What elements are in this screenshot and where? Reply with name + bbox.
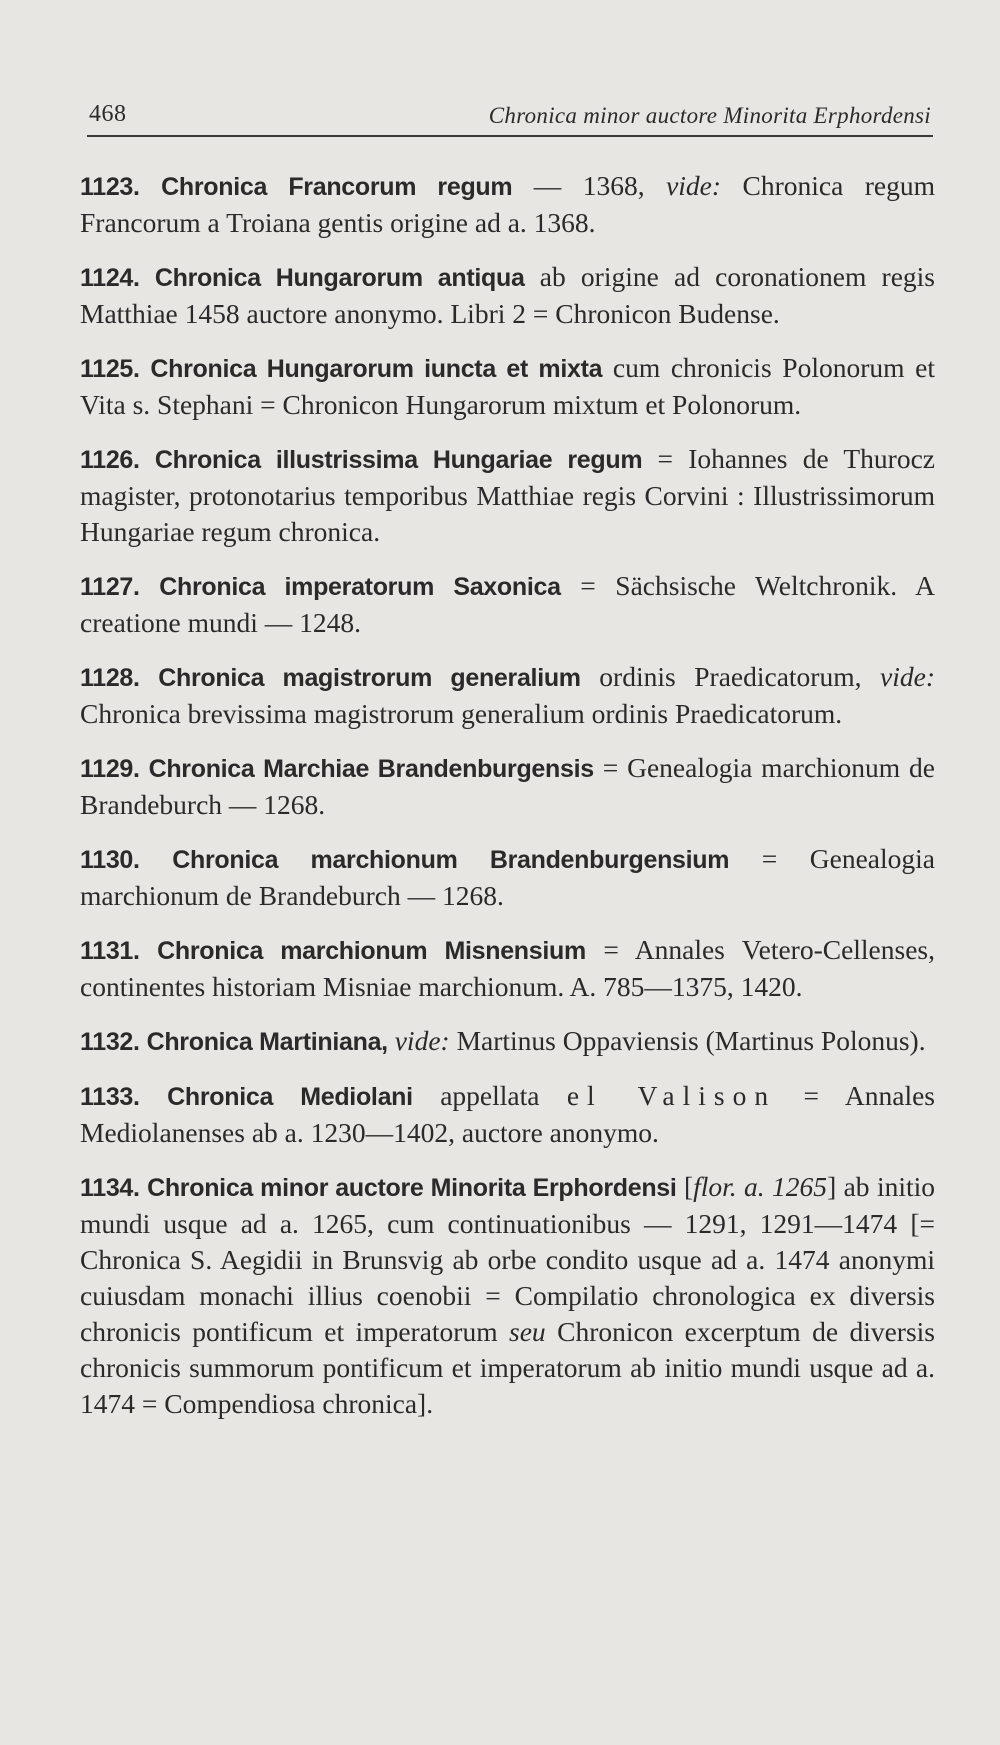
entry-italic: flor. a. 1265 — [693, 1171, 828, 1202]
entry-heading: Chronica Mediolani — [167, 1083, 413, 1111]
entry-italic: vide: — [880, 661, 936, 692]
entry-1124 — [80, 259, 935, 332]
page-header — [87, 95, 933, 137]
entry-number: 1128. — [80, 664, 140, 692]
entry-1126 — [80, 441, 935, 550]
entry-number: 1126. — [80, 446, 140, 474]
entry-number: 1123. — [80, 173, 140, 201]
entry-heading: Chronica marchionum Brandenburgensium — [172, 846, 730, 874]
entry-number: 1130. — [80, 846, 140, 874]
entry-text: ] ab initio mundi usque ad a. 1265, cum continuationibus — 1291, 1291—1474 [= Chronica S. Aegidii in Brunsvig ab orbe condito usque ad a. 1474 anonymi cuiusdam monachi illius coenobii = Compilatio chronologica ex diversis chronicis pontificum et imperatorum — [80, 1171, 936, 1347]
entry-text: ordinis Praedicatorum, — [580, 661, 881, 692]
entry-number: 1125. — [80, 355, 140, 383]
entry-heading: Chronica illustrissima Hungariae regum — [154, 446, 643, 474]
entry-italic: seu — [509, 1316, 546, 1347]
entry-1133 — [80, 1078, 935, 1151]
entry-text: = Genealogia marchionum de Brandeburch — 1268. — [80, 752, 936, 820]
entry-list — [80, 168, 935, 1422]
entry-text: = Annales Vetero-Cellenses, continentes historiam Misniae marchionum. A. 785—1375, 1420. — [80, 934, 935, 1002]
entry-text — [388, 1025, 395, 1056]
entry-text: — 1368, — [512, 170, 667, 201]
entry-number: 1129. — [80, 755, 140, 783]
entry-1134 — [80, 1169, 935, 1422]
entry-text: ab origine ad coronationem regis Matthiae 1458 auctore anonymo. Libri 2 = Chronicon Budense. — [80, 261, 935, 329]
entry-number: 1131. — [80, 937, 140, 965]
entry-1129 — [80, 750, 935, 823]
entry-text: [ — [676, 1171, 694, 1202]
entry-text: = Sächsische Weltchronik. A creatione mundi — 1248. — [80, 570, 935, 638]
entry-spaced-text: el Valison — [566, 1080, 777, 1111]
entry-text: = Iohannes de Thurocz magister, protonotarius temporibus Matthiae regis Corvini : Illustrissimorum Hungariae regum chronica. — [80, 443, 936, 547]
entry-heading: Chronica Marchiae Brandenburgensis — [148, 755, 594, 783]
entry-text: = Annales Mediolanenses ab a. 1230—1402, auctore anonymo. — [80, 1080, 935, 1148]
entry-heading: Chronica Francorum regum — [161, 173, 513, 201]
entry-heading: Chronica imperatorum Saxonica — [159, 573, 561, 601]
entry-number: 1124. — [80, 264, 140, 292]
entry-heading: Chronica magistrorum generalium — [158, 664, 581, 692]
entry-text: Chronica regum Francorum a Troiana gentis origine ad a. 1368. — [80, 170, 935, 238]
entry-text: = Genealogia marchionum de Brandeburch — 1268. — [80, 843, 936, 911]
entry-heading: Chronica marchionum Misnensium — [157, 937, 586, 965]
entry-heading: Chronica Hungarorum iuncta et mixta — [150, 355, 603, 383]
entry-number: 1133. — [80, 1083, 140, 1111]
entry-number: 1127. — [80, 573, 140, 601]
entry-italic: vide: — [394, 1025, 450, 1056]
entry-text: Martinus Oppaviensis (Martinus Polonus). — [449, 1025, 926, 1056]
entry-text: appellata — [412, 1080, 567, 1111]
entry-text: Chronicon excerptum de diversis chronicis summorum pontificum et imperatorum ab initio mundi usque ad a. 1474 = Compendiosa chronica]. — [80, 1316, 935, 1419]
entry-1131 — [80, 932, 935, 1005]
entry-1127 — [80, 568, 935, 641]
entry-1132 — [80, 1023, 935, 1060]
entry-italic: vide: — [666, 170, 722, 201]
entry-number: 1132. — [80, 1028, 140, 1056]
entry-number: 1134. — [80, 1174, 140, 1202]
entry-1125 — [80, 350, 935, 423]
entry-text: cum chronicis Polonorum et Vita s. Stephani = Chronicon Hungarorum mixtum et Polonorum. — [80, 352, 936, 420]
entry-1123 — [80, 168, 935, 241]
entry-heading: Chronica Martiniana, — [146, 1028, 388, 1056]
entry-1128 — [80, 659, 935, 732]
entry-heading: Chronica Hungarorum antiqua — [154, 264, 525, 292]
page-number: 468 — [89, 101, 127, 127]
entry-text: Chronica brevissima magistrorum generalium ordinis Praedicatorum. — [80, 698, 843, 729]
entry-heading: Chronica minor auctore Minorita Erphordensi — [147, 1174, 677, 1202]
running-head: Chronica minor auctore Minorita Erphordensi — [488, 103, 931, 128]
entry-1130 — [80, 841, 935, 914]
